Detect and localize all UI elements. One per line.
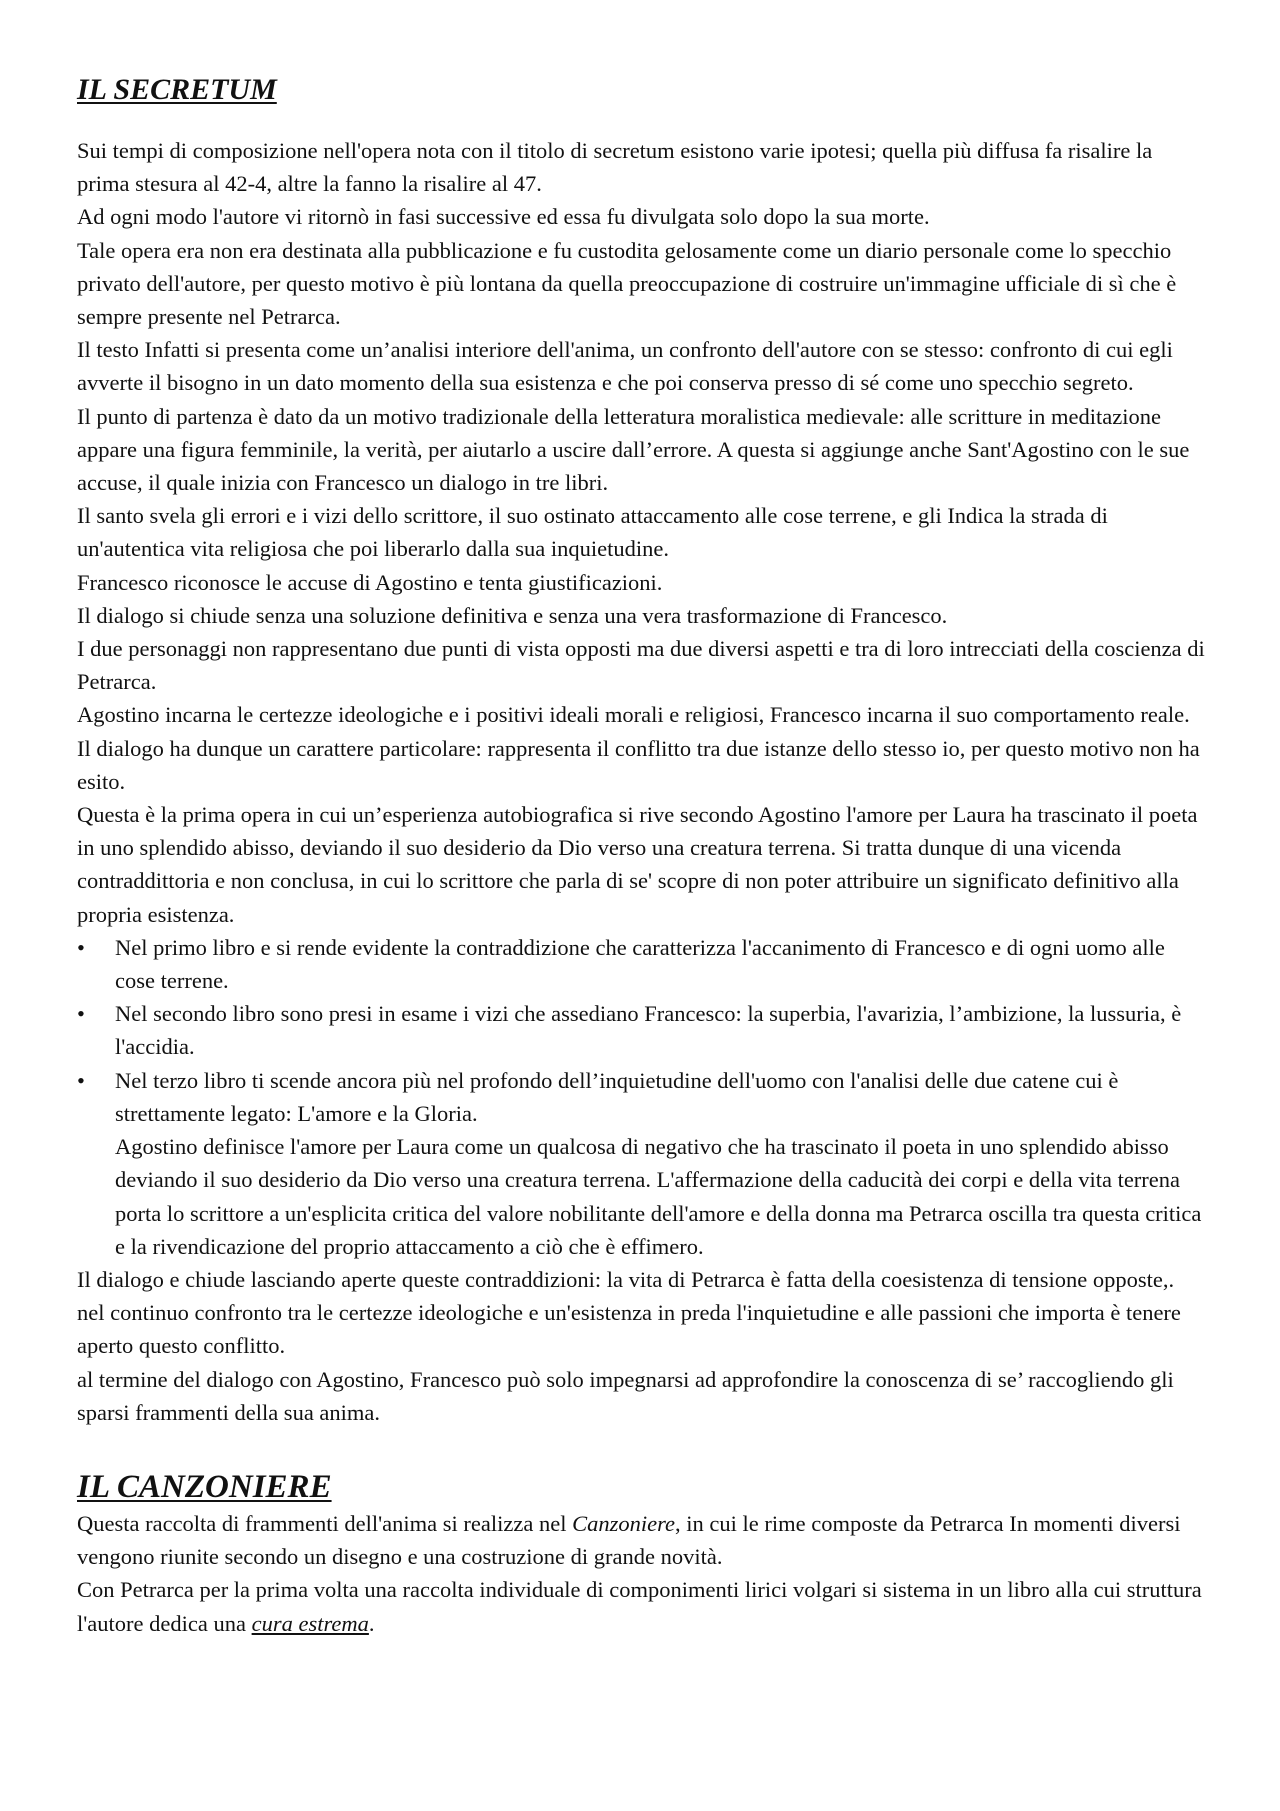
text-run: Questa raccolta di frammenti dell'anima si realizza nel <box>77 1510 573 1536</box>
underlined-phrase: cura estrema <box>251 1610 369 1636</box>
paragraph: Ad ogni modo l'autore vi ritornò in fasi successive ed essa fu divulgata solo dopo la sua morte. <box>77 204 930 230</box>
section-title-canzoniere: IL CANZONIERE <box>77 1468 332 1505</box>
bullet-text: Nel terzo libro ti scende ancora più nel profondo dell’inquietudine dell'uomo con l'analisi delle due catene cui è strettamente legato: L'amore e la Gloria. <box>115 1067 1119 1126</box>
section-title-secretum: IL SECRETUM <box>77 73 277 106</box>
bullet-item-book-3 <box>77 1064 1207 1130</box>
paragraph: Il dialogo e chiude lasciando aperte queste contraddizioni: la vita di Petrarca è fatta della coesistenza di tensione opposte,. nel continuo confronto tra le certezze ideologiche e un'esistenza in preda l'inquietudine e alle passioni che importa è tenere aperto questo conflitto. <box>77 1266 1181 1359</box>
paragraph: Il dialogo ha dunque un carattere particolare: rappresenta il conflitto tra due istanze dello stesso io, per questo motivo non ha esito. <box>77 735 1200 794</box>
bullet-continuation-paragraph: Agostino definisce l'amore per Laura come un qualcosa di negativo che ha trascinato il poeta in uno splendido abisso deviando il suo desiderio da Dio verso una creatura terrena. L'affermazione della caducità dei corpi e della vita terrena porta lo scrittore a un'esplicita critica del valore nobilitante dell'amore e della donna ma Petrarca oscilla tra questa critica e la rivendicazione del proprio attaccamento a ciò che è effimero. <box>115 1134 1202 1259</box>
secretum-body <box>77 134 1207 1429</box>
paragraph: Sui tempi di composizione nell'opera nota con il titolo di secretum esistono varie ipotesi; quella più diffusa fa risalire la prima stesura al 42-4, altre la fanno la risalire al 47. <box>77 138 1153 197</box>
bullet-marker: • <box>77 1067 85 1093</box>
canzoniere-body <box>77 1507 1207 1640</box>
document-content <box>77 70 1207 1640</box>
paragraph: Questa è la prima opera in cui un’esperienza autobiografica si rive secondo Agostino l'amore per Laura ha trascinato il poeta in uno splendido abisso, deviando il suo desiderio da Dio verso una creatura terrena. Si tratta dunque di una vicenda contraddittoria e non conclusa, in cui lo scrittore che parla di se' scopre di non poter attribuire un significato definitivo alla propria esistenza. <box>77 802 1198 927</box>
books-bullet-list <box>77 931 1207 1130</box>
paragraph: Il santo svela gli errori e i vizi dello scrittore, il suo ostinato attaccamento alle cose terrene, e gli Indica la strada di un'autentica vita religiosa che poi liberarlo dalla sua inquietudine. <box>77 503 1108 562</box>
bullet-item-book-1 <box>77 931 1207 997</box>
bullet-text: Nel secondo libro sono presi in esame i vizi che assediano Francesco: la superbia, l'avarizia, l’ambizione, la lussuria, è l'accidia. <box>115 1001 1182 1060</box>
paragraph: Tale opera era non era destinata alla pubblicazione e fu custodita gelosamente come un diario personale come lo specchio privato dell'autore, per questo motivo è più lontana da quella preoccupazione di costruire un'immagine ufficiale di sì che è sempre presente nel Petrarca. <box>77 237 1177 330</box>
paragraph <box>77 1507 1207 1573</box>
paragraph: al termine del dialogo con Agostino, Francesco può solo impegnarsi ad approfondire la conoscenza di se’ raccogliendo gli sparsi frammenti della sua anima. <box>77 1366 1174 1425</box>
bullet-marker: • <box>77 1001 85 1027</box>
paragraph: Il testo Infatti si presenta come un’analisi interiore dell'anima, un confronto dell'autore con se stesso: confronto di cui egli avverte il bisogno in un dato momento della sua esistenza e che poi conserva presso di sé come uno specchio segreto. <box>77 337 1173 396</box>
text-run: . <box>368 1610 375 1636</box>
italic-title-canzoniere: Canzoniere <box>572 1510 675 1536</box>
bullet-marker: • <box>77 934 85 960</box>
paragraph: Francesco riconosce le accuse di Agostino e tenta giustificazioni. <box>77 569 663 595</box>
paragraph: I due personaggi non rappresentano due punti di vista opposti ma due diversi aspetti e tra di loro intrecciati della coscienza di Petrarca. <box>77 636 1205 695</box>
text-run: , in cui le rime composte da Petrarca In momenti diversi vengono riunite secondo un disegno e una costruzione di grande novità. <box>77 1510 1181 1570</box>
text-run: Con Petrarca per la prima volta una raccolta individuale di componimenti lirici volgari si sistema in un libro alla cui struttura l'autore dedica una <box>77 1577 1202 1636</box>
paragraph: Il punto di partenza è dato da un motivo tradizionale della letteratura moralistica medievale: alle scritture in meditazione appare una figura femminile, la verità, per aiutarlo a uscire dall’errore. A questa si aggiunge anche Sant'Agostino con le sue accuse, il quale inizia con Francesco un dialogo in tre libri. <box>77 403 1190 496</box>
paragraph <box>77 1573 1207 1639</box>
bullet-item-book-2 <box>77 997 1207 1063</box>
bullet-text: Nel primo libro e si rende evidente la contraddizione che caratterizza l'accanimento di Francesco e di ogni uomo alle cose terrene. <box>115 934 1165 994</box>
paragraph: Agostino incarna le certezze ideologiche e i positivi ideali morali e religiosi, Francesco incarna il suo comportamento reale. <box>77 702 1190 728</box>
paragraph: Il dialogo si chiude senza una soluzione definitiva e senza una vera trasformazione di Francesco. <box>77 602 948 628</box>
